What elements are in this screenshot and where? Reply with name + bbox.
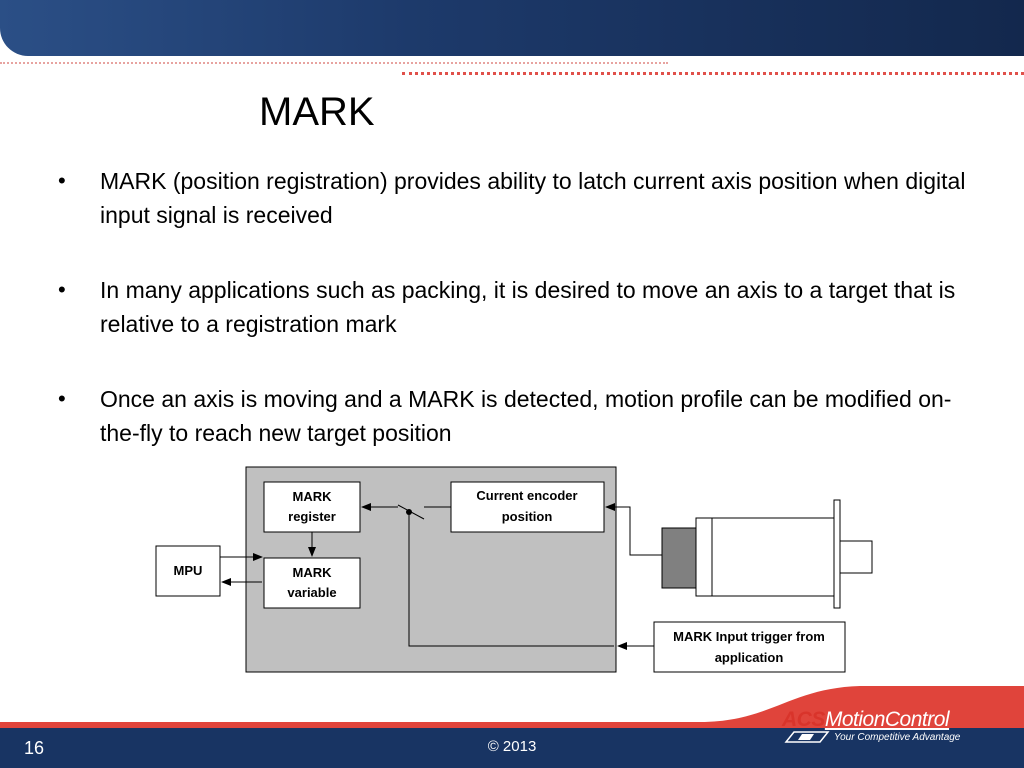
mark-register-label-line2: register xyxy=(288,509,336,524)
mark-variable-label-line2: variable xyxy=(287,585,337,600)
svg-text:MARK Input trigger from xyxy=(673,629,825,644)
encoder-label-line2: position xyxy=(501,509,553,524)
logo-brand: ACS xyxy=(782,708,825,731)
bullet-text: Once an axis is moving and a MARK is detected, motion profile can be modified on-the-fly to reach new target position xyxy=(100,386,952,446)
bullet-icon: • xyxy=(58,277,66,302)
motor-body xyxy=(696,518,834,596)
mark-variable-label-line1: MARK xyxy=(292,565,332,580)
logo-tagline: Your Competitive Advantage xyxy=(834,732,961,743)
page-number: 16 xyxy=(24,738,45,758)
svg-text:position xyxy=(502,509,553,524)
mark-register-label-line1: MARK xyxy=(292,489,332,504)
bullet-icon: • xyxy=(58,386,66,411)
svg-text:variable xyxy=(287,585,336,600)
bullet-text: In many applications such as packing, it is desired to move an axis to a target that is relative to a registration mark xyxy=(100,277,956,337)
slide-title: MARK xyxy=(259,90,375,134)
input-trigger-label-line1: MARK Input trigger from xyxy=(673,629,825,644)
motor-flange xyxy=(834,500,840,608)
logo-name: MotionControl xyxy=(824,708,950,731)
motor-shaft xyxy=(840,541,872,573)
svg-text:Current encoder xyxy=(476,488,577,503)
svg-text:register xyxy=(288,509,336,524)
company-logo xyxy=(782,708,961,743)
motor-encoder-block xyxy=(662,528,696,588)
input-trigger-label-line2: application xyxy=(714,650,784,665)
encoder-label-line1: Current encoder xyxy=(476,488,578,503)
mpu-label: MPU xyxy=(173,563,203,578)
svg-text:MARK xyxy=(293,565,333,580)
bullet-text: MARK (position registration) provides ability to latch current axis position when digital input signal is received xyxy=(100,168,966,228)
logo-mark-icon xyxy=(784,730,830,744)
bullet-icon: • xyxy=(58,168,66,193)
svg-text:MPU xyxy=(174,563,203,578)
svg-text:MARK xyxy=(293,489,333,504)
copyright-text: © 2013 xyxy=(487,738,537,755)
svg-text:application xyxy=(715,650,784,665)
